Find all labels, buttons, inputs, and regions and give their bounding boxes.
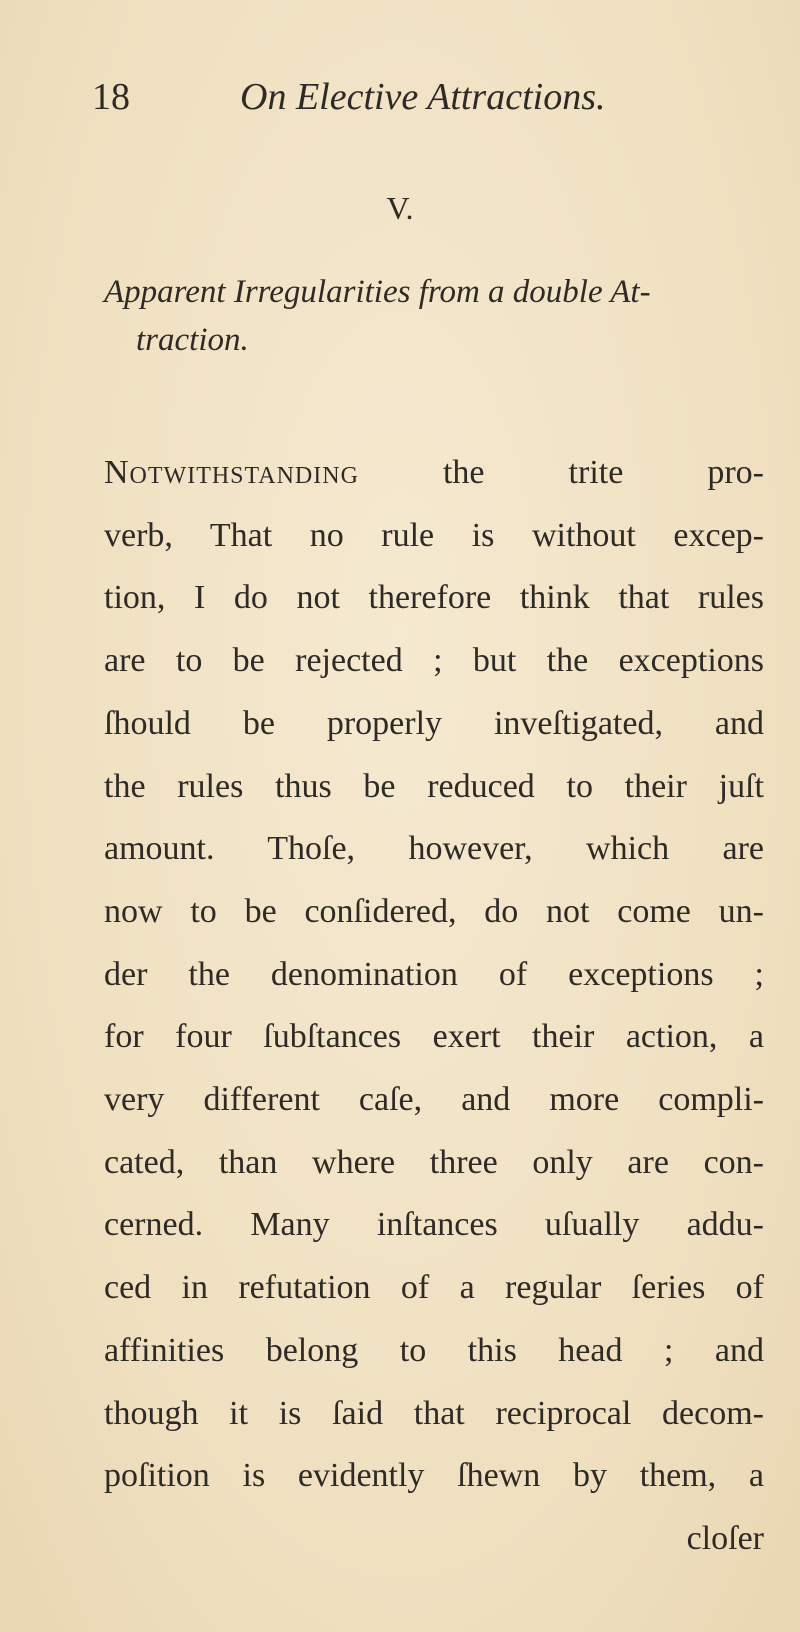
text-line: tion, I do not therefore think that rules xyxy=(104,579,764,617)
running-head xyxy=(92,72,732,122)
text-line: very different caſe, and more compli- xyxy=(104,1081,764,1119)
text-line: affinities belong to this head ; and xyxy=(104,1331,764,1369)
text-line: the rules thus be reduced to their juſt xyxy=(104,767,764,805)
page-number: 18 xyxy=(92,76,130,118)
section-title xyxy=(104,268,764,364)
text-line: der the denomination of exceptions ; xyxy=(104,955,764,993)
text-line: cerned. Many inſtances uſually addu- xyxy=(104,1206,764,1244)
text-line: are to be rejected ; but the exceptions xyxy=(104,642,764,680)
text-line: for four ſubſtances exert their action, a xyxy=(104,1018,764,1056)
text-line: verb, That no rule is without excep- xyxy=(104,516,764,554)
text-line: though it is ſaid that reciprocal decom- xyxy=(104,1394,764,1432)
section-title-line: Apparent Irregularities from a double At- xyxy=(104,274,651,310)
text-line: amount. Thoſe, however, which are xyxy=(104,830,764,868)
section-number: V. xyxy=(386,190,414,226)
running-title: On Elective Attractions. xyxy=(240,76,606,118)
body-text xyxy=(104,442,764,1571)
text-line: poſition is evidently ſhewn by them, a xyxy=(104,1457,764,1495)
catchword: cloſer xyxy=(686,1519,764,1557)
text-line: now to be conſidered, do not come un- xyxy=(104,892,764,930)
section-title-line: traction. xyxy=(136,322,249,358)
text-line: ced in refutation of a regular ſeries of xyxy=(104,1269,764,1307)
text-line: Notwithstanding the trite pro- xyxy=(104,454,764,491)
opening-word: Notwithstanding xyxy=(104,454,359,491)
text-line: cated, than where three only are con- xyxy=(104,1143,764,1181)
text-line: ſhould be properly inveſtigated, and xyxy=(104,704,764,742)
